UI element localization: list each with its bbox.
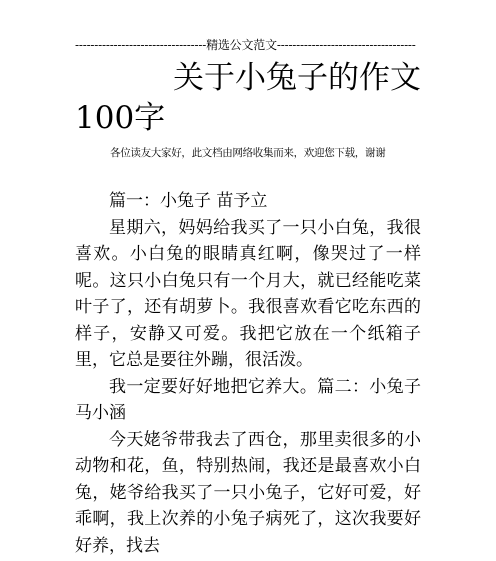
document-title	[75, 58, 421, 138]
body-paragraph: 篇一：小兔子 苗予立	[109, 191, 268, 211]
header-left-rule: ----------------------------------	[75, 38, 207, 52]
body-paragraph: 星期六，妈妈给我买了一只小白兔，我很喜欢。小白兔的眼睛真红啊，像哭过了一样呢。这只小白兔只有一个月大，就已经能吃菜叶子了，还有胡萝卜。我很喜欢看它吃东西的样子，安静又可爱。我把它放在一个纸箱子里，它总是要往外蹦，很活泼。	[75, 217, 421, 370]
header-label: 精选公文范文	[206, 38, 277, 52]
body-paragraph: 我一定要好好地把它养大。篇二：小兔子 马小涵	[75, 376, 421, 423]
title-line-2: 100字	[75, 100, 166, 136]
document-body	[75, 188, 421, 559]
welcome-note: 各位读友大家好，此文档由网络收集而来，欢迎您下载，谢谢	[110, 147, 386, 159]
title-line-1: 关于小兔子的作文	[173, 60, 421, 96]
document-header	[75, 38, 421, 52]
header-right-rule: ------------------------------------	[276, 38, 416, 52]
body-paragraph: 今天姥爷带我去了西仓，那里卖很多的小动物和花，鱼，特别热闹，我还是最喜欢小白兔，姥爷给我买了一只小兔子，它好可爱，好乖啊，我上次养的小兔子病死了，这次我要好好养，找去	[75, 429, 421, 556]
